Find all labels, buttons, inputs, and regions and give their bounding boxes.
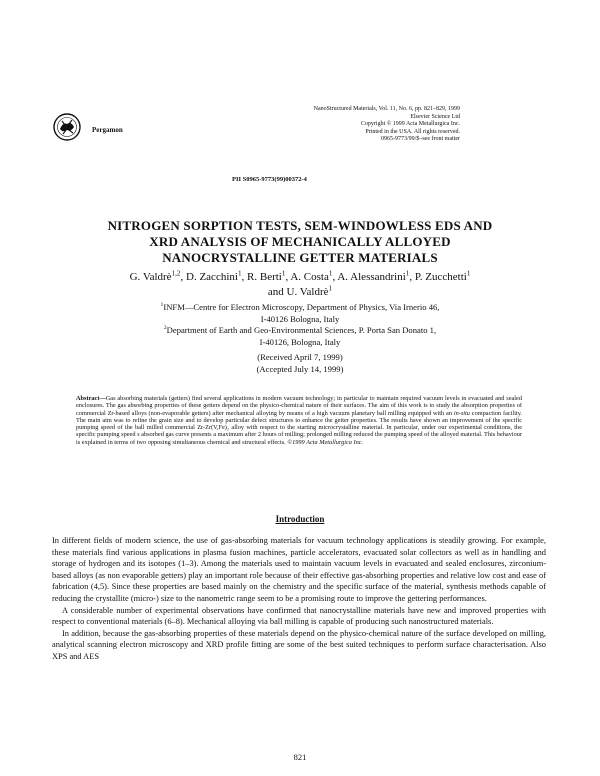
pii-identifier: PII S0965-9773(99)00372-4: [232, 176, 307, 183]
journal-line: Copyright © 1999 Acta Metallurgica Inc.: [360, 121, 460, 128]
abstract-text: absorbed gas curve presents a maximum after 2 hours of milling; prolonged milling reduced the pumping speed of the alloyed material. This behaviour is explained in terms of two opposing simultaneous chemical and structural effects.: [76, 431, 522, 446]
journal-line: Elsevier Science Ltd: [410, 113, 460, 120]
author-name: G. Valdrè: [129, 271, 172, 283]
author-list: G. Valdrè$^{1,2}$, D. Zacchini$^1$, R. Berti$^1$, A. Costa$^1$, A. Alessandrini$^1$, P. Zucchetti$^1$ and U. Valdrè$^1$: [129, 269, 471, 298]
author-conjunction: and: [267, 286, 284, 298]
affil-line: Department of Earth and Geo-Environmental Sciences, P. Porta San Donato 1,: [166, 325, 437, 335]
journal-line: 0965-9773/99/$–see front matter: [381, 136, 460, 143]
affil-marker: 1: [160, 302, 164, 309]
abstract-dash: —: [99, 395, 106, 402]
journal-line: Printed in the USA. All rights reserved.: [365, 128, 460, 135]
author-affil-marker: 1: [237, 269, 242, 278]
page-number: 821: [293, 752, 307, 762]
author-affil-marker: 1: [281, 269, 286, 278]
author-name: D. Zacchini: [186, 271, 238, 283]
title-line: NANOCRYSTALLINE GETTER MATERIALS: [162, 250, 438, 265]
title-line: NITROGEN SORPTION TESTS, SEM-WINDOWLESS EDS AND: [107, 218, 493, 233]
affil-line: I-40126 Bologna, Italy: [260, 313, 340, 324]
abstract-text: compaction facility. The main aim was to refine the grain size and to develop particular defect structures to enhance the getter properties. The results have shown an improvement of the specific pumping speed of the ball milled commercial Zr-Zr(V,Fe)₂ alloy with respect to the starting microcrystalline material. In particular, under our experimental conditions, the specific pumping speed: [76, 409, 523, 439]
accepted-date: (Accepted July 14, 1999): [256, 363, 344, 374]
author-name: U. Valdrè: [286, 286, 329, 298]
author-affil-marker: 1,2: [171, 269, 181, 278]
abstract-italic: in-situ: [453, 409, 470, 417]
paper-title: [60, 218, 540, 266]
body-paragraph: A considerable number of experimental observations have confirmed that nanocrystalline materials have new and improved properties with respect to conventional materials (6–8). Mechanical alloying via ball milling is capable of producing such nanostructured materials.: [52, 605, 546, 627]
body-paragraph: In different fields of modern science, the use of gas-absorbing materials for vacuum technology applications is steadily growing. For example, these materials find various applications in plasma fusion machines, particle accelerators, evacuated solar collectors as well as in handling and storage of hydrogen and its isotopes (1–3). Among the materials used to maintain vacuum levels in evacuated and sealed enclosures, zirconium-based alloys (as non evaporable getters) play an important role because of their effective gas-absorbing properties and relative low cost and ease of fabrication (4,5). Since these properties are based mainly on the chemistry and the specific surface of the material, synthesis methods capable of reducing the crystallite (micro-) size to the nanometric range seem to be a promising route to improve the gettering performances.: [52, 536, 546, 603]
title-line: XRD ANALYSIS OF MECHANICALLY ALLOYED: [149, 234, 451, 249]
author-name: A. Costa: [290, 271, 329, 283]
received-dates: [150, 352, 450, 375]
abstract-symbol: s: [137, 431, 140, 439]
journal-info: [240, 106, 460, 144]
author-affil-marker: 1: [466, 269, 471, 278]
author-affil-marker: 1: [405, 269, 410, 278]
body-paragraph: In addition, because the gas-absorbing properties of these materials depend on the physico-chemical nature of the surface developed on milling, analytical scanning electron microscopy and XRD profile fitting are some of the best suited techniques to perform surface characterisation. Also XPS and AES: [52, 628, 546, 661]
author-affil-marker: 1: [328, 269, 333, 278]
journal-line: NanoStructured Materials, Vol. 11, No. 6, pp. 821–829, 1999: [313, 106, 460, 112]
received-date: (Received April 7, 1999): [257, 352, 343, 362]
affil-line: INFM—Centre for Electron Microscopy, Department of Physics, Via Irnerio 46,: [163, 302, 440, 312]
section-heading: Introduction: [275, 514, 325, 524]
abstract: [76, 395, 522, 446]
publisher-name: Pergamon: [92, 126, 123, 134]
abstract-copyright: ©1999 Acta Metallurgica Inc.: [287, 438, 364, 446]
body-text: [52, 535, 546, 663]
author-name: R. Berti: [247, 271, 282, 283]
pergamon-logo-icon: [52, 112, 82, 142]
abstract-label: Abstract: [76, 395, 100, 402]
affil-marker: 2: [163, 325, 167, 332]
author-name: P. Zucchetti: [414, 271, 467, 283]
affiliations: [60, 302, 540, 348]
author-affil-marker: 1: [328, 284, 333, 293]
affil-line: I-40126, Bologna, Italy: [259, 336, 341, 347]
abstract-text: Gas absorbing materials (getters) find several applications in modern vacuum technology; in particular to maintain required vacuum levels in evacuated and sealed enclosures. The gas absorbing properties of these getters depend on the physico-chemical nature of their surfaces. The aim of this work is to study the absorption properties of commercial Zr-based alloys (non-evaporable getters) after mechanical alloying by means of a high vacuum planetary ball milling equipped with an: [76, 395, 522, 417]
author-name: A. Alessandrini: [337, 271, 406, 283]
